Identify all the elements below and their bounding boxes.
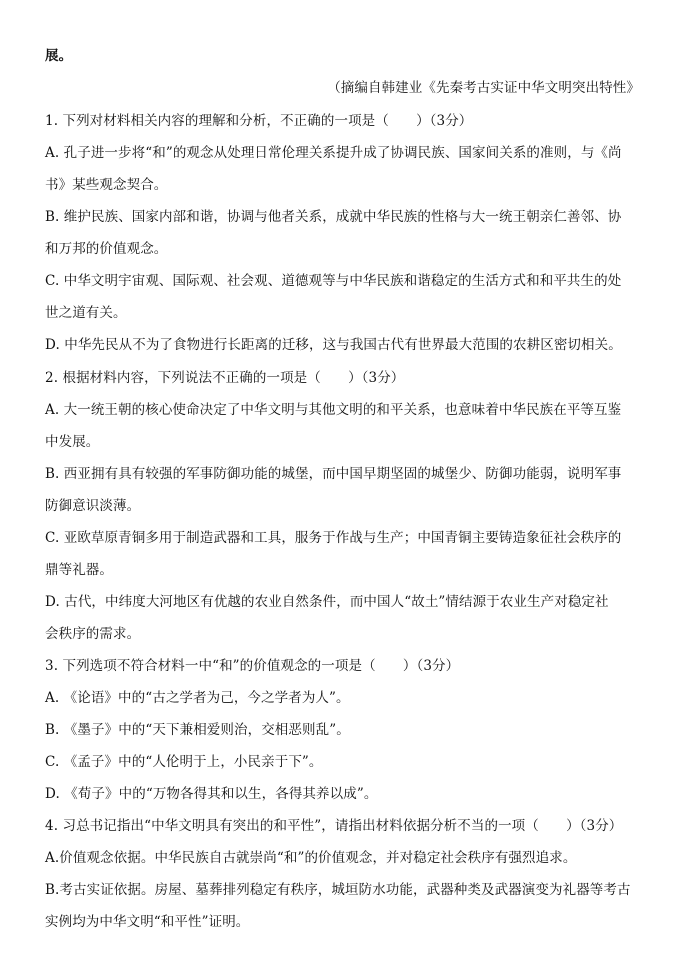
question-2-option-d-cont: 会秩序的需求。 [45, 626, 141, 642]
question-2-option-b-cont: 防御意识淡薄。 [45, 498, 141, 514]
question-2-option-a-cont: 中发展。 [45, 434, 100, 450]
question-3-option-a: A. 《论语》中的“古之学者为己，今之学者为人”。 [45, 690, 350, 706]
question-4-option-b-cont: 实例均为中华文明“和平性”证明。 [45, 914, 250, 930]
question-4-stem: 4. 习总书记指出“中华文明具有突出的和平性”，请指出材料依据分析不当的一项（ ）（3分） [45, 818, 623, 834]
question-3-option-b: B. 《墨子》中的“天下兼相爱则治，交相恶则乱”。 [45, 722, 350, 738]
question-1-option-a: A. 孔子进一步将“和”的观念从处理日常伦理关系提升成了协调民族、国家间关系的准则，与《尚 [45, 145, 622, 161]
question-2-option-c: C. 亚欧草原青铜多用于制造武器和工具，服务于作战与生产；中国青铜主要铸造象征社会秩序的 [45, 530, 622, 546]
question-1-option-c: C. 中华文明宇宙观、国际观、社会观、道德观等与中华民族和谐稳定的生活方式和和平共生的处 [45, 273, 622, 289]
question-1-stem: 1. 下列对材料相关内容的理解和分析，不正确的一项是（ ）（3分） [45, 113, 473, 129]
question-1-option-a-cont: 书》某些观念契合。 [45, 177, 168, 193]
question-2-option-c-cont: 鼎等礼器。 [45, 562, 113, 578]
question-3-stem: 3. 下列选项不符合材料一中“和”的价值观念的一项是（ ）（3分） [45, 658, 460, 674]
question-2-option-d: D. 古代，中纬度大河地区有优越的农业自然条件，而中国人“故土”情结源于农业生产对稳定社 [45, 594, 609, 610]
text-line: 展。 [45, 48, 73, 64]
question-1-option-c-cont: 世之道有关。 [45, 305, 127, 321]
question-3-option-c: C. 《孟子》中的“人伦明于上，小民亲于下”。 [45, 754, 323, 770]
question-4-option-a: A.价值观念依据。中华民族自古就崇尚“和”的价值观念，并对稳定社会秩序有强烈追求。 [45, 850, 577, 866]
question-4-option-b: B.考古实证依据。房屋、墓葬排列稳定有秩序，城垣防水功能，武器种类及武器演变为礼器等考古 [45, 882, 631, 898]
question-3-option-d: D. 《荀子》中的“万物各得其和以生，各得其养以成”。 [45, 786, 378, 802]
source-citation: （摘编自韩建业《先秦考古实证中华文明突出特性》 [327, 80, 640, 96]
question-2-stem: 2. 根据材料内容，下列说法不正确的一项是（ ）（3分） [45, 370, 405, 386]
question-1-option-b: B. 维护民族、国家内部和谐，协调与他者关系，成就中华民族的性格与大一统王朝亲仁善邻、协 [45, 209, 622, 225]
question-2-option-b: B. 西亚拥有具有较强的军事防御功能的城堡，而中国早期坚固的城堡少、防御功能弱，说明军事 [45, 466, 622, 482]
question-1-option-d: D. 中华先民从不为了食物进行长距离的迁移，这与我国古代有世界最大范围的农耕区密切相关。 [45, 337, 622, 353]
question-1-option-b-cont: 和万邦的价值观念。 [45, 241, 168, 257]
question-2-option-a: A. 大一统王朝的核心使命决定了中华文明与其他文明的和平关系，也意味着中华民族在平等互鉴 [45, 402, 622, 418]
